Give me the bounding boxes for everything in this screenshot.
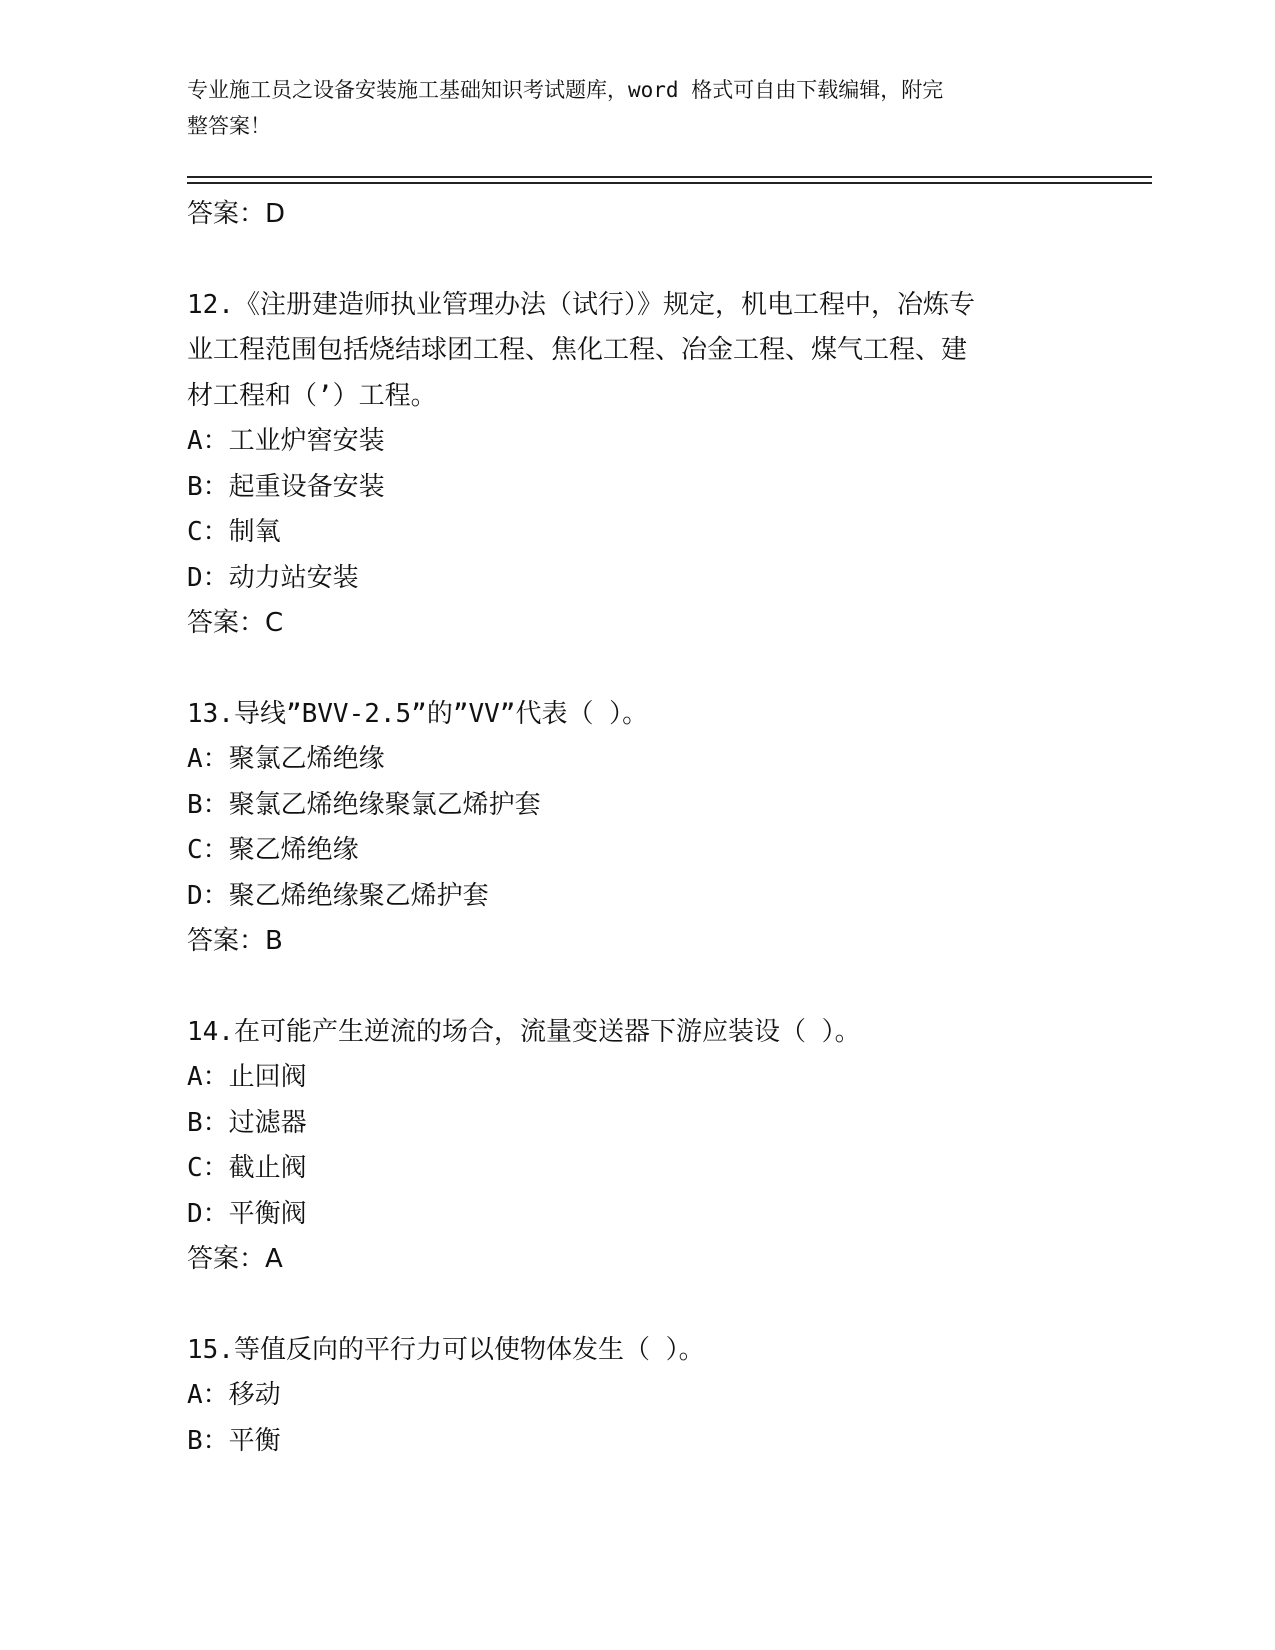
option-d: D：聚乙烯绝缘聚乙烯护套: [187, 880, 489, 911]
option-a: A：移动: [187, 1380, 281, 1410]
previous-answer: 答案：D: [187, 199, 286, 229]
question-list: [187, 192, 1152, 1464]
answer: 答案：C: [187, 608, 284, 638]
question-12: [187, 283, 1152, 647]
question-stem: 15.等值反向的平行力可以使物体发生（ ）。: [187, 1334, 705, 1365]
option-a: A：聚氯乙烯绝缘: [187, 744, 385, 774]
option-a: A：止回阀: [187, 1062, 307, 1092]
option-b: B：平衡: [187, 1425, 281, 1456]
header-divider-bottom: [187, 182, 1152, 184]
header-line-1: 专业施工员之设备安装施工基础知识考试题库，word 格式可自由下载编辑，附完: [187, 78, 944, 102]
question-stem: 12.《注册建造师执业管理办法（试行）》规定，机电工程中，冶炼专: [187, 289, 975, 320]
option-c: C：制氧: [187, 517, 281, 547]
question-stem: 14.在可能产生逆流的场合，流量变送器下游应装设（ ）。: [187, 1016, 861, 1047]
answer: 答案：B: [187, 926, 283, 956]
question-stem: 13.导线”BVV-2.5”的”VV”代表（ ）。: [187, 698, 649, 729]
question-15: [187, 1328, 1152, 1465]
header-line-2: 整答案！: [187, 114, 271, 138]
question-stem: 业工程范围包括烧结球团工程、焦化工程、冶金工程、煤气工程、建: [187, 335, 968, 365]
option-c: C：截止阀: [187, 1153, 307, 1183]
header-divider-top: [187, 176, 1152, 178]
option-d: D：动力站安装: [187, 562, 359, 593]
answer: 答案：A: [187, 1244, 283, 1274]
option-b: B：过滤器: [187, 1107, 307, 1138]
option-d: D：平衡阀: [187, 1198, 307, 1229]
option-b: B：聚氯乙烯绝缘聚氯乙烯护套: [187, 789, 541, 820]
question-stem: 材工程和（’）工程。: [187, 380, 437, 411]
option-b: B：起重设备安装: [187, 471, 385, 502]
option-a: A：工业炉窖安装: [187, 426, 385, 456]
option-c: C：聚乙烯绝缘: [187, 835, 359, 865]
question-14: [187, 1010, 1152, 1283]
question-13: [187, 692, 1152, 965]
document-header: [187, 72, 1087, 144]
